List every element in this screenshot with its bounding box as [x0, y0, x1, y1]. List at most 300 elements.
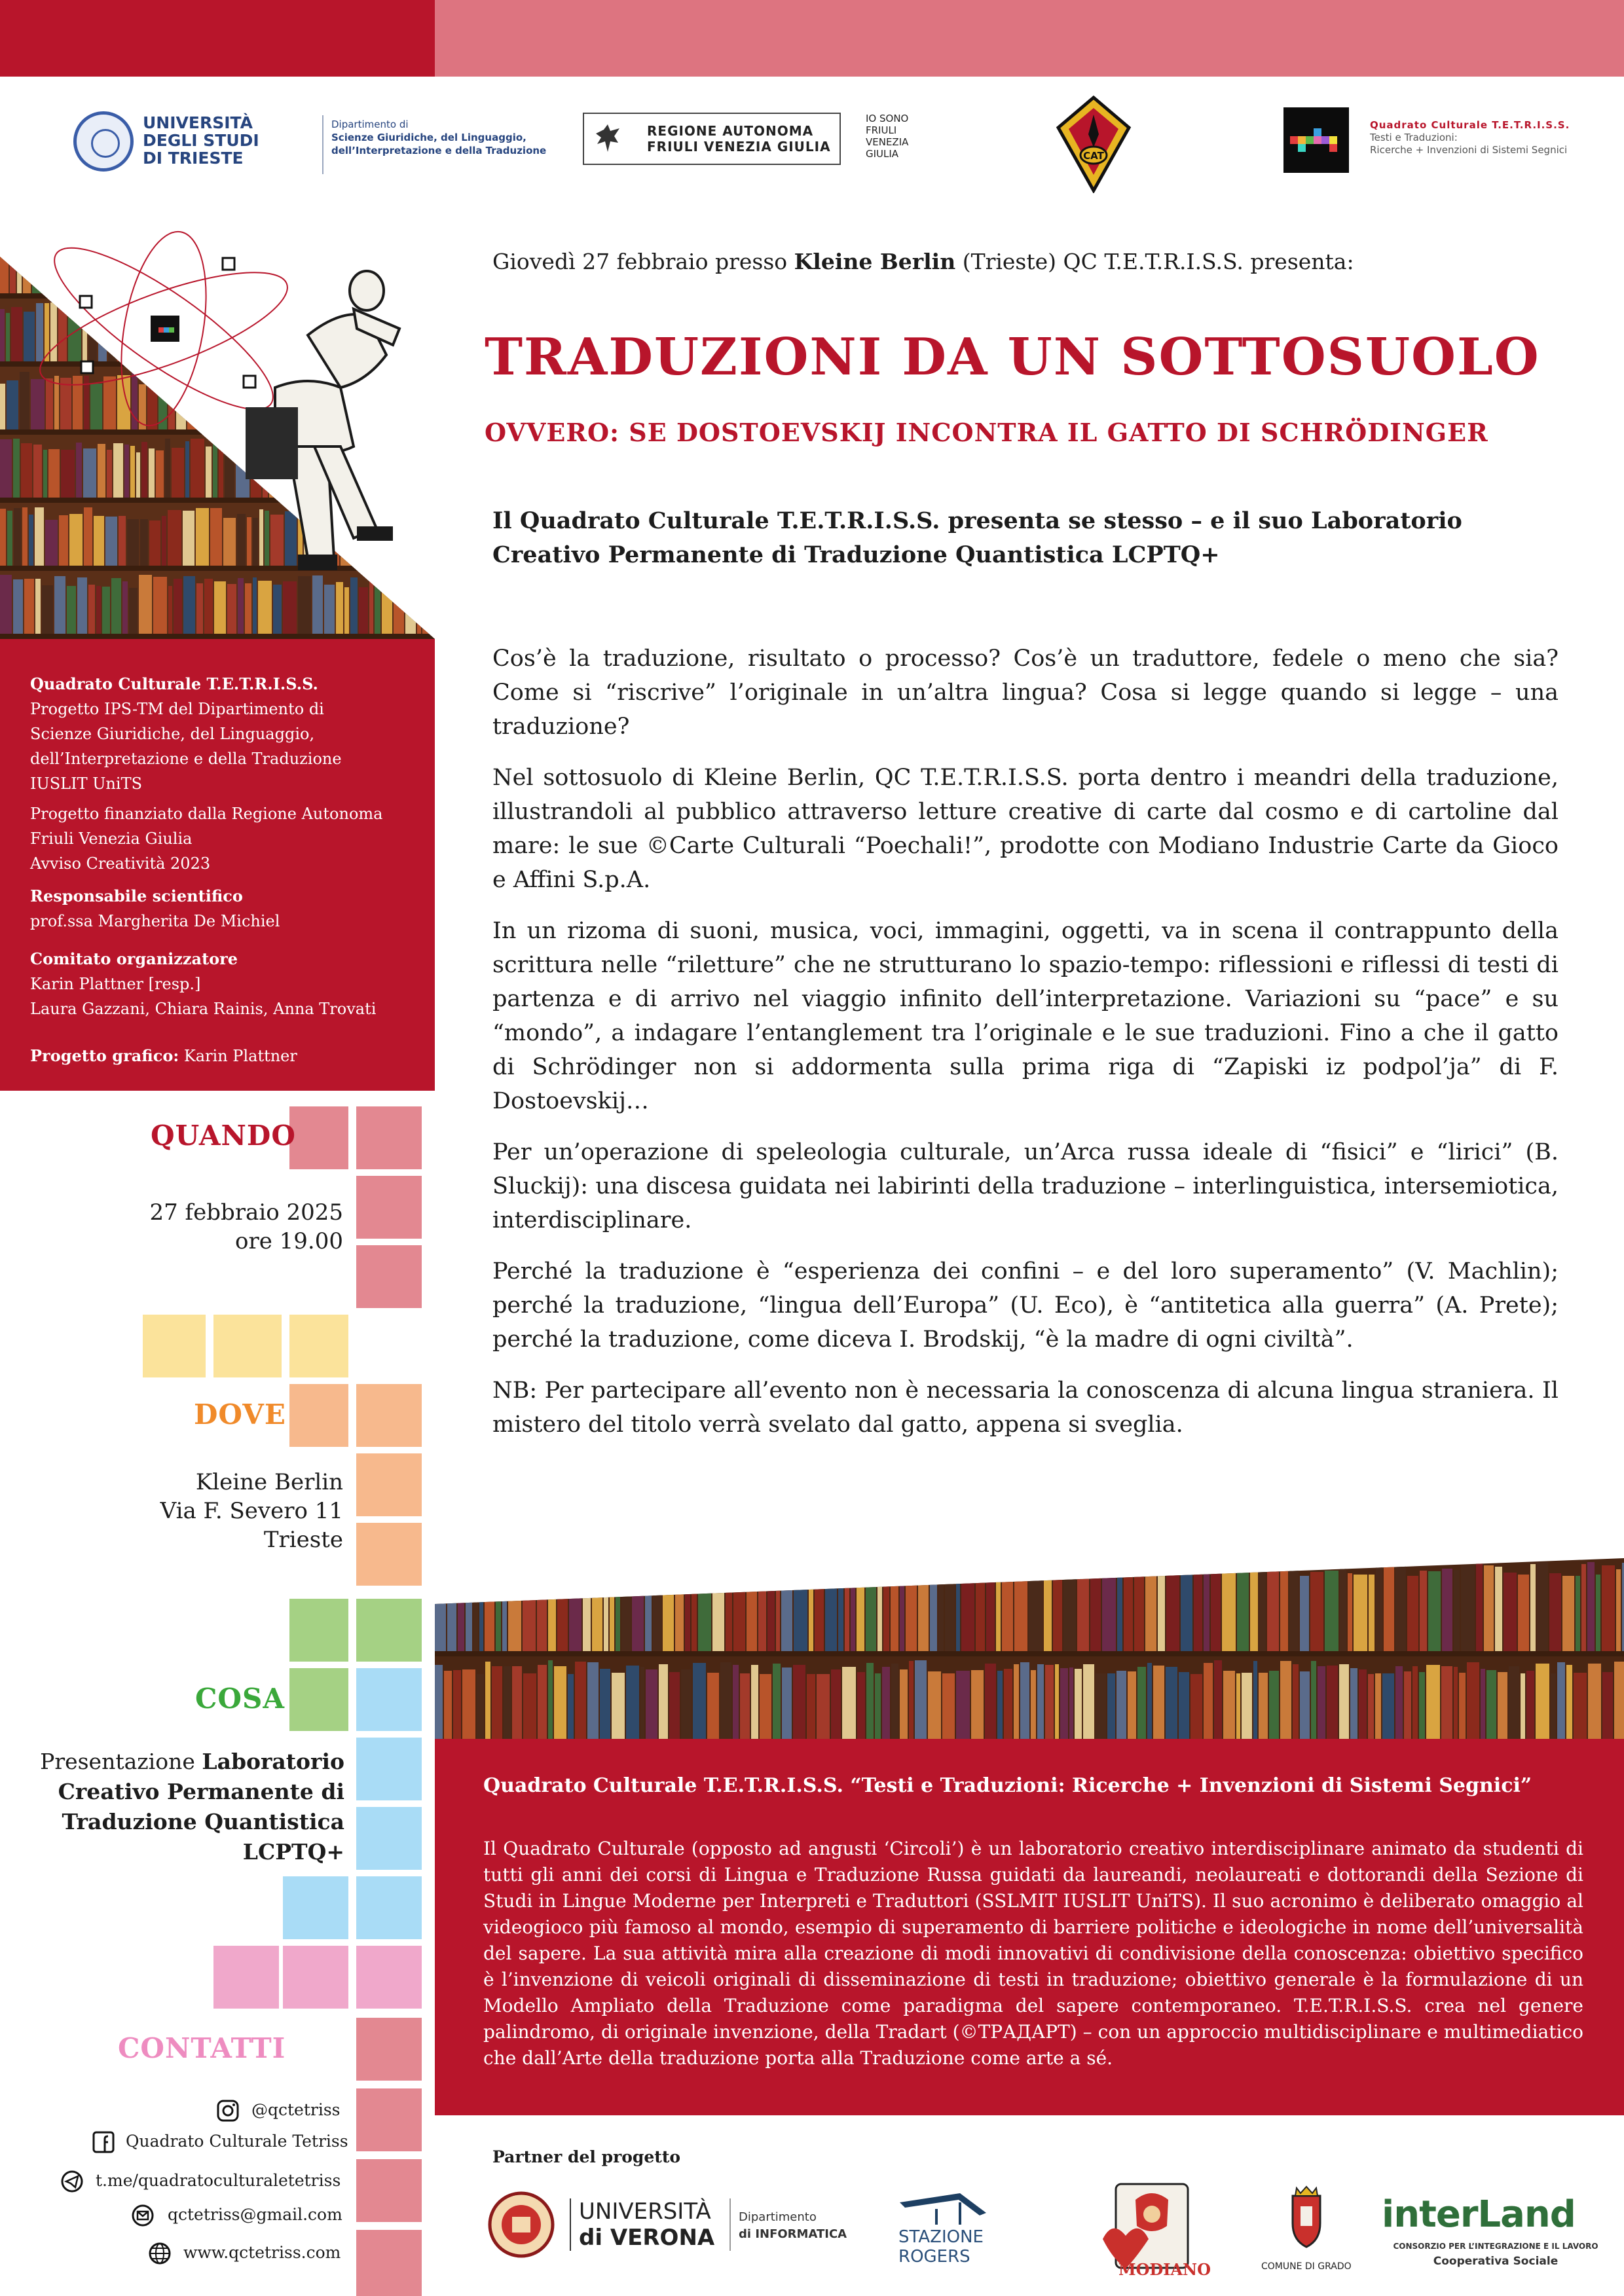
book-spine	[83, 315, 87, 361]
book-spine	[1137, 1667, 1146, 1749]
units-dept: Dipartimento di Scienze Giuridiche, del Linguaggio, dell’Interpretazione e della Traduzione	[331, 118, 547, 156]
book-spine	[971, 1670, 984, 1749]
book-spine	[33, 445, 42, 498]
grado-crest-icon	[1283, 2184, 1329, 2250]
book-spine	[156, 450, 164, 498]
book-spine	[758, 1576, 766, 1651]
deco-square	[289, 1599, 348, 1662]
about-panel	[435, 1739, 1624, 2115]
book-spine	[300, 235, 308, 293]
book-spine	[569, 1562, 581, 1651]
body-paragraph: Perché la traduzione è “esperienza dei confini – e del loro superamento” (V. Machlin); perché la traduzione, “lingua dell’Europa” (U. Eco), è “antitetica alla guerra” (A. Prete); perché la traduzione, come diceva I. Brodskij, “è la madre di ogni civiltà”.	[492, 1258, 1559, 1353]
book-spine	[831, 1669, 841, 1749]
book-spine	[227, 584, 236, 634]
book-spine	[838, 1570, 843, 1651]
book-spine	[80, 238, 90, 293]
book-spine	[1102, 1575, 1116, 1651]
book-spine	[196, 583, 203, 634]
book-spine	[669, 1672, 680, 1749]
contact-website[interactable]: www.qctetriss.com	[183, 2243, 341, 2262]
quando-info: 27 febbraio 2025 ore 19.00	[149, 1199, 343, 1254]
book-spine	[422, 585, 429, 634]
book-spine	[692, 1572, 697, 1651]
instagram-icon	[216, 2099, 240, 2123]
book-spine	[196, 508, 209, 566]
book-spine	[257, 244, 268, 293]
book-spine	[336, 582, 343, 634]
book-spine	[794, 1571, 807, 1651]
book-spine	[938, 1576, 944, 1651]
book-spine	[208, 240, 216, 293]
book-spine	[168, 586, 172, 634]
book-spine	[422, 310, 433, 361]
book-spine	[17, 247, 22, 293]
book-spine	[435, 1665, 443, 1749]
book-spine	[568, 1674, 574, 1749]
contact-email[interactable]: qctetriss@gmail.com	[168, 2205, 342, 2224]
book-spine	[42, 585, 53, 634]
book-spine	[1530, 1564, 1536, 1651]
logo-cat	[1056, 95, 1132, 193]
org-title: Quadrato Culturale T.E.T.R.I.S.S.	[30, 674, 318, 693]
book-spine	[204, 379, 208, 429]
book-spine	[782, 1667, 792, 1749]
book-spine	[1574, 1673, 1587, 1749]
book-spine	[1250, 1564, 1258, 1651]
book-spine	[1325, 1571, 1338, 1651]
book-spine	[726, 1573, 732, 1651]
book-spine	[35, 507, 44, 566]
deco-square	[356, 1106, 422, 1169]
partner-stazione-rogers: STAZIONE ROGERS	[897, 2189, 995, 2268]
book-spine	[58, 308, 67, 361]
book-spine	[431, 520, 435, 566]
book-spine	[1368, 1674, 1374, 1749]
book-spine	[866, 1663, 874, 1749]
contact-instagram[interactable]: @qctetriss	[251, 2100, 341, 2119]
book-spine	[1128, 1671, 1136, 1749]
deco-square	[213, 1315, 282, 1377]
book-spine	[1395, 1565, 1406, 1651]
book-spine	[626, 1666, 639, 1749]
book-spine	[776, 1572, 780, 1651]
book-spine	[1614, 1662, 1624, 1749]
body-text	[492, 642, 1559, 1459]
fvg-slogan: IO SONO FRIULI VENEZIA GIULIA	[866, 113, 909, 160]
book-spine	[130, 446, 135, 498]
deco-square	[356, 1245, 422, 1308]
book-spine	[168, 510, 181, 566]
book-spine	[496, 1563, 501, 1651]
book-spine	[1348, 1573, 1352, 1651]
book-spine	[367, 375, 377, 429]
body-paragraph: Nel sottosuolo di Kleine Berlin, QC T.E.T.R.I.S.S. porta dentro i meandri della traduzione, illustrandoli al pubblico attraverso letture creative di carte dal cosmo e di cartoline dal mare: le sue ©Carte Culturali “Poechali!”, prodotte con Modiano Industrie Carte da Gioco e Affini S.p.A.	[492, 765, 1559, 893]
book-spine	[646, 1669, 657, 1749]
book-spine	[548, 1566, 556, 1651]
book-spine	[877, 1572, 882, 1651]
book-spine	[1147, 1663, 1152, 1749]
dove-title: DOVE	[194, 1398, 286, 1430]
book-spine	[538, 1665, 547, 1749]
book-spine	[295, 239, 299, 293]
book-spine	[24, 579, 34, 634]
book-spine	[1096, 1673, 1106, 1749]
deco-square	[356, 1453, 422, 1516]
book-spine	[961, 1567, 974, 1651]
book-spine	[48, 449, 60, 498]
book-spine	[681, 1669, 692, 1749]
cosa-title: COSA	[195, 1683, 285, 1715]
book-spine	[0, 384, 5, 429]
book-spine	[147, 378, 157, 429]
book-spine	[357, 378, 365, 429]
book-spine	[31, 379, 45, 429]
book-spine	[1031, 1670, 1036, 1749]
book-spine	[807, 1674, 815, 1749]
contact-facebook[interactable]: Quadrato Culturale Tetriss	[126, 2132, 348, 2151]
book-spine	[575, 1662, 586, 1749]
book-spine	[1090, 1565, 1101, 1651]
book-spine	[1166, 1562, 1179, 1651]
book-spine	[1318, 1666, 1325, 1749]
book-spine	[50, 302, 57, 361]
book-spine	[215, 384, 226, 429]
deco-square	[356, 1668, 422, 1731]
book-spine	[1045, 1665, 1054, 1749]
book-spine	[458, 1563, 464, 1651]
book-spine	[312, 575, 323, 634]
deco-square	[356, 2018, 422, 2081]
book-spine	[1063, 1562, 1076, 1651]
book-spine	[1053, 1573, 1062, 1651]
book-spine	[23, 238, 31, 293]
deco-square	[356, 1176, 422, 1239]
book-spine	[162, 516, 166, 566]
book-spine	[298, 576, 311, 634]
book-spine	[693, 1663, 706, 1749]
book-spine	[1581, 1564, 1586, 1651]
book-spine	[1521, 1673, 1525, 1749]
book-spine	[430, 581, 435, 634]
book-spine	[183, 511, 194, 566]
book-spine	[985, 1664, 996, 1749]
book-spine	[1375, 1673, 1381, 1749]
book-spine	[36, 303, 43, 361]
book-spine	[1576, 1576, 1580, 1651]
book-spine	[453, 1670, 461, 1749]
book-spine	[35, 579, 41, 634]
body-paragraph: In un rizoma di suoni, musica, voci, immagini, oggetti, va in scena il contrappunto della scrittura nelle “riletture” che ne strutturano lo spazio-tempo: riflessioni e riflessi di testi di partenza e di arrivo nel viaggio infinito dell’interpretazione. Variazioni su “pace” e su “mondo”, a indagare l’entanglement tra l’originale e le sue traduzioni. Fino a che il gatto di Schrödinger non si addormenta sulla prima riga di “Zapiski iz podpol’ja” di F. Dostoevskij…	[492, 918, 1559, 1114]
book-spine	[1588, 1664, 1601, 1749]
book-spine	[712, 1573, 724, 1651]
book-spine	[140, 519, 148, 566]
book-spine	[1190, 1674, 1202, 1749]
book-spine	[32, 235, 43, 293]
deco-square	[356, 2230, 422, 2296]
book-spine	[1004, 1669, 1012, 1749]
book-spine	[59, 515, 68, 566]
book-spine	[466, 1573, 472, 1651]
book-spine	[122, 581, 128, 634]
book-spine	[282, 238, 293, 293]
book-spine	[96, 586, 101, 634]
book-spine	[557, 1576, 568, 1651]
book-spine	[429, 235, 435, 293]
book-spine	[375, 577, 380, 634]
book-spine	[1280, 1570, 1288, 1651]
book-spine	[781, 1572, 792, 1651]
book-spine	[1340, 1565, 1346, 1651]
book-spine	[273, 585, 282, 634]
book-spine	[733, 1563, 745, 1651]
book-spine	[1124, 1571, 1133, 1651]
units-divider	[322, 115, 323, 174]
book-spine	[22, 507, 28, 566]
book-spine	[231, 310, 245, 361]
book-spine	[117, 239, 129, 293]
book-spine	[247, 517, 251, 566]
eagle-icon	[593, 123, 622, 155]
book-spine	[1204, 1573, 1209, 1651]
deco-square	[283, 1876, 348, 1939]
book-spine	[612, 1673, 625, 1749]
book-spine	[1117, 1575, 1122, 1651]
partner-modiano: MODIANO	[1090, 2180, 1214, 2285]
book-spine	[1420, 1571, 1427, 1651]
book-spine	[698, 1575, 711, 1651]
dove-info: Kleine Berlin Via F. Severo 11 Trieste	[160, 1469, 343, 1553]
book-spine	[1382, 1673, 1394, 1749]
book-spine	[1404, 1671, 1411, 1749]
book-spine	[740, 1673, 750, 1749]
book-spine	[0, 439, 12, 498]
book-spine	[237, 514, 246, 566]
book-spine	[46, 378, 53, 429]
book-spine	[747, 1567, 757, 1651]
book-spine	[238, 578, 244, 634]
book-spine	[1060, 1668, 1068, 1749]
book-spine	[397, 447, 407, 498]
contact-telegram[interactable]: t.me/quadratoculturaletetriss	[96, 2171, 341, 2190]
book-spine	[194, 312, 208, 361]
book-spine	[149, 448, 155, 498]
logo-regione-fvg	[583, 113, 841, 165]
book-spine	[1441, 1666, 1452, 1749]
book-spine	[13, 579, 23, 634]
book-spine	[214, 581, 226, 634]
book-spine	[915, 1660, 927, 1749]
units-seal-icon	[73, 111, 134, 172]
deco-square	[356, 1599, 422, 1662]
telegram-icon	[60, 2170, 84, 2193]
book-spine	[415, 238, 421, 293]
book-spine	[1461, 1565, 1475, 1651]
book-spine	[1459, 1673, 1466, 1749]
book-spine	[1551, 1673, 1556, 1749]
book-spine	[604, 1573, 608, 1651]
book-spine	[285, 511, 297, 566]
page-title: TRADUZIONI DA UN SOTTOSUOLO	[485, 327, 1540, 387]
book-spine	[1562, 1576, 1574, 1651]
book-spine	[1029, 1571, 1043, 1651]
book-spine	[621, 1575, 631, 1651]
book-spine	[406, 376, 415, 429]
book-spine	[210, 508, 222, 566]
partner-univr: UNIVERSITÀ di VERONA Dipartimento di INFORMATICA	[487, 2187, 854, 2265]
book-spine	[882, 1667, 890, 1749]
book-spine	[1107, 1673, 1115, 1749]
univr-seal-icon	[487, 2191, 555, 2259]
book-spine	[1518, 1575, 1529, 1651]
book-spine	[416, 380, 428, 429]
book-spine	[1014, 1664, 1019, 1749]
book-spine	[179, 315, 187, 361]
book-spine	[1194, 1567, 1202, 1651]
book-spine	[396, 235, 404, 293]
book-spine	[45, 520, 58, 566]
book-spine	[906, 1562, 917, 1651]
book-spine	[210, 374, 214, 429]
book-spine	[0, 509, 6, 566]
facebook-icon	[92, 2130, 115, 2154]
book-spine	[928, 1671, 941, 1749]
book-spine	[554, 1666, 566, 1749]
book-spine	[227, 371, 232, 429]
book-spine	[485, 1576, 494, 1651]
top-bar-pink	[435, 0, 1624, 77]
book-spine	[900, 1669, 908, 1749]
book-spine	[1369, 1575, 1375, 1651]
book-spine	[397, 518, 409, 566]
book-spine	[537, 1570, 547, 1651]
book-spine	[900, 1569, 904, 1651]
book-spine	[996, 1569, 1001, 1651]
book-spine	[1339, 1664, 1349, 1749]
body-paragraph: NB: Per partecipare all’evento non è necessaria la conoscenza di alcuna lingua straniera. Il mistero del titolo verrà svelato dal gatto, appena si sveglia.	[492, 1377, 1559, 1438]
book-spine	[20, 372, 29, 429]
book-spine	[1020, 1662, 1029, 1749]
book-spine	[875, 1673, 881, 1749]
book-spine	[14, 508, 21, 566]
book-spine	[720, 1662, 731, 1749]
book-spine	[329, 238, 342, 293]
book-spine	[401, 314, 415, 361]
book-spine	[1426, 1665, 1440, 1749]
book-spine	[976, 1565, 985, 1651]
book-spine	[616, 1573, 620, 1651]
book-spine	[6, 313, 10, 361]
book-spine	[1442, 1569, 1452, 1651]
book-spine	[76, 443, 82, 498]
book-spine	[986, 1574, 995, 1651]
book-spine	[11, 307, 22, 361]
deco-square	[289, 1384, 348, 1447]
book-spine	[444, 1671, 452, 1749]
book-spine	[43, 450, 47, 498]
book-spine	[187, 377, 198, 429]
contatti-title: CONTATTI	[118, 2032, 286, 2064]
book-spine	[1495, 1567, 1502, 1651]
book-spine	[685, 1572, 690, 1651]
book-spine	[1002, 1573, 1013, 1651]
book-spine	[103, 376, 116, 429]
logo-qc-tetriss	[1283, 107, 1349, 173]
book-spine	[447, 1563, 456, 1651]
book-spine	[1498, 1672, 1507, 1749]
fvg-name: REGIONE AUTONOMA FRIULI VENEZIA GIULIA	[647, 123, 831, 155]
book-spine	[0, 309, 5, 361]
book-spine	[1419, 1672, 1425, 1749]
book-spine	[1481, 1669, 1485, 1749]
book-spine	[1504, 1573, 1517, 1651]
book-spine	[172, 448, 184, 498]
book-spine	[174, 579, 182, 634]
book-spine	[479, 1567, 483, 1651]
book-spine	[219, 445, 223, 498]
book-spine	[809, 1562, 813, 1651]
book-spine	[1166, 1667, 1177, 1749]
book-spine	[1069, 1667, 1073, 1749]
book-spine	[1566, 1665, 1572, 1749]
book-spine	[1616, 1569, 1621, 1651]
book-spine	[189, 308, 193, 361]
book-spine	[1269, 1671, 1279, 1749]
book-spine	[1153, 1666, 1164, 1749]
book-spine	[69, 514, 83, 566]
deco-square	[356, 1738, 422, 1800]
book-spine	[275, 240, 281, 293]
book-spine	[1289, 1563, 1299, 1651]
book-spine	[136, 241, 149, 293]
book-spine	[44, 244, 50, 293]
book-spine	[640, 1667, 644, 1749]
book-spine	[416, 305, 420, 361]
cosa-info: Presentazione Laboratorio Creativo Permanente di Traduzione Quantistica LCPTQ+	[40, 1749, 344, 1865]
book-spine	[54, 576, 65, 634]
book-spine	[512, 1666, 522, 1749]
book-spine	[632, 1567, 644, 1651]
book-spine	[1587, 1562, 1595, 1651]
logo-units	[73, 111, 547, 183]
book-spine	[253, 577, 257, 634]
page-subtitle: OVVERO: SE DOSTOEVSKIJ INCONTRA IL GATTO DI SCHRÖDINGER	[485, 418, 1488, 447]
book-spine	[127, 519, 139, 566]
book-spine	[1253, 1661, 1257, 1749]
book-spine	[259, 509, 263, 566]
book-spine	[1300, 1671, 1310, 1749]
book-spine	[1211, 1565, 1221, 1651]
book-spine	[1293, 1664, 1299, 1749]
book-spine	[477, 1674, 484, 1749]
book-spine	[225, 448, 234, 498]
book-spine	[851, 1564, 855, 1651]
info-panel: Quadrato Culturale T.E.T.R.I.S.S. Progetto IPS-TM del Dipartimento di Scienze Giuridiche, del Linguaggio, dell’Interpretazione e della Traduzione IUSLIT UniTS Progetto finanziato dalla Regione Autonoma Friuli Venezia Giulia Avviso Creatività 2023 Responsabile scientifico prof.ssa Margherita De Michiel Comitato organizzatore Karin Plattner [resp.] Laura Gazzani, Chiara Rainis, Anna Trovati Progetto grafico: Karin Plattner	[0, 639, 435, 1091]
book-spine	[263, 311, 276, 361]
book-spine	[1359, 1669, 1367, 1749]
sci-label: Responsabile scientifico	[30, 886, 243, 905]
book-spine	[102, 587, 110, 634]
book-spine	[434, 307, 435, 361]
book-spine	[942, 1673, 955, 1749]
book-spine	[1412, 1666, 1418, 1749]
deco-square	[356, 1523, 422, 1586]
book-spine	[930, 1574, 937, 1651]
book-spine	[94, 516, 104, 566]
about-title: Quadrato Culturale T.E.T.R.I.S.S. “Testi e Traduzioni: Ricerche + Invenzioni di Sistemi Segnici”	[483, 1774, 1532, 1797]
book-spine	[111, 578, 121, 634]
book-spine	[193, 239, 206, 293]
deco-square	[289, 1106, 348, 1169]
